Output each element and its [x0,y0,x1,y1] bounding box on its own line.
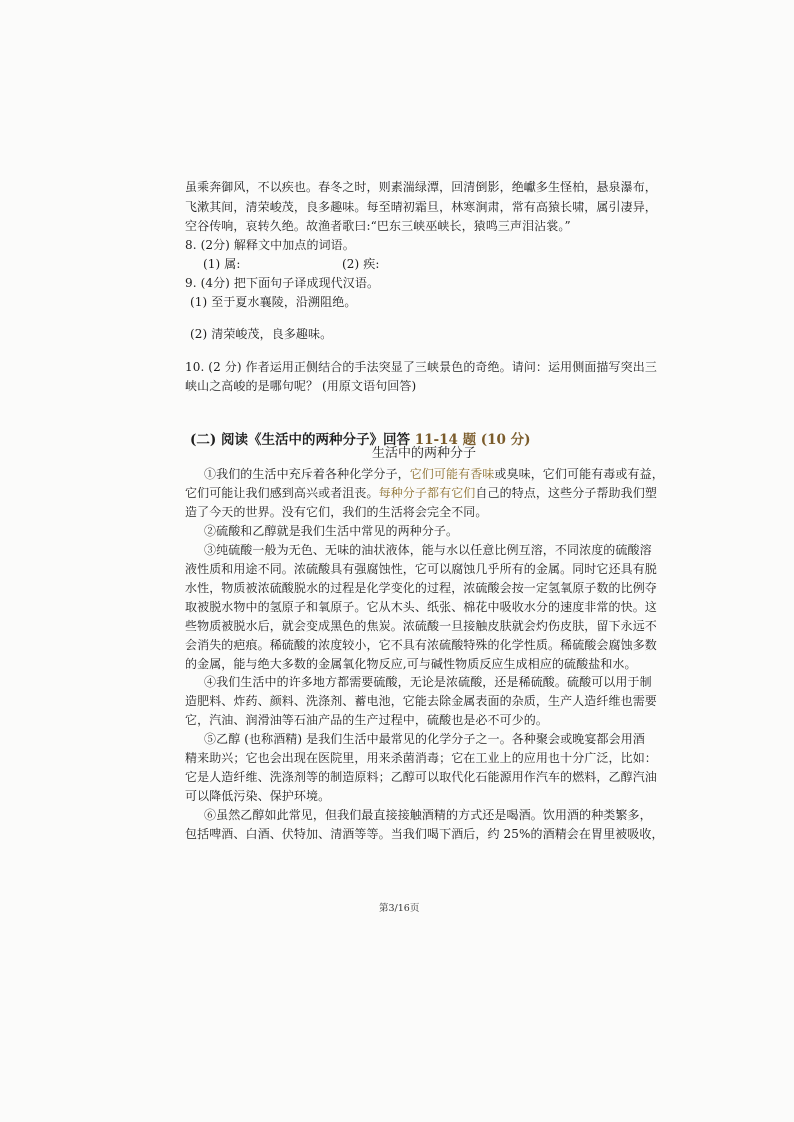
section-title-suffix: 题 (10 分) [462,432,531,448]
article-line: 水性，物质被浓硫酸脱水的过程是化学变化的过程，浓硫酸会按一定氢氧原子数的比例夺 [185,581,657,595]
passage-line: 空谷传响，哀转久绝。故渔者歌曰:“巴东三峡巫峡长，猿鸣三声泪沾裳。” [185,219,571,233]
article-line: ⑤乙醇 (也称酒精) 是我们生活中最常见的化学分子之一。各种聚会或晚宴都会用酒 [204,732,645,746]
section-title [190,430,531,450]
article-line: 包括啤酒、白酒、伏特加、清酒等等。当我们喝下酒后，约 25%的酒精会在胃里被吸收， [185,827,664,841]
passage-line: 飞漱其间，清荣峻茂，良多趣味。每至晴初霜旦，林寒涧肃，常有高猿长啸，属引凄异， [185,200,657,214]
article-line: 精来助兴；它也会出现在医院里，用来杀菌消毒；它在工业上的应用也十分广泛，比如： [185,751,657,765]
article-line: 些物质被脱水后，就会变成黑色的焦炭。浓硫酸一旦接触皮肤就会灼伤皮肤，留下永远不 [185,619,657,633]
question-8-item-1: (1) 属: [203,257,241,271]
question-9-item-2: (2) 清荣峻茂，良多趣味。 [190,327,333,341]
article-text: 它们可能让我们感到高兴或者沮丧。 [185,486,379,500]
question-9-stem: 9. (4分) 把下面句子译成现代汉语。 [185,276,380,290]
article-line [204,465,664,483]
question-10-line: 10. (2 分) 作者运用正侧结合的手法突显了三峡景色的奇绝。请问：运用侧面描写突出三 [185,360,657,374]
question-10-line: 峡山之高峻的是哪句呢？ (用原文语句回答) [185,379,417,393]
highlighted-text: 每种分子都有它们 [378,486,476,500]
question-8-stem: 8. (2分) 解释文中加点的词语。 [185,238,355,252]
article-line: 造肥料、炸药、颜料、洗涤剂、蓄电池，它能去除金属表面的杂质，生产人造纤维也需要 [185,694,657,708]
passage-line: 虽乘奔御风，不以疾也。春冬之时，则素湍绿潭，回清倒影，绝巘多生怪柏，悬泉瀑布， [185,180,657,194]
article-line: 它是人造纤维、洗涤剂等的制造原料；乙醇可以取代化石能源用作汽车的燃料，乙醇汽油 [185,770,657,784]
article-line: 它，汽油、润滑油等石油产品的生产过程中，硫酸也是必不可少的。 [185,713,549,727]
article-line: 液性质和用途不同。浓硫酸具有强腐蚀性，它可以腐蚀几乎所有的金属。同时它还具有脱 [185,562,657,576]
section-title-range: 11-14 [414,432,458,448]
highlighted-text: 它们可能有香味 [409,467,495,481]
question-9-item-1: (1) 至于夏水襄陵，沿溯阻绝。 [190,295,357,309]
article-text: 自己的特点，这些分子帮助我们塑 [475,486,657,500]
page-number: 第3/16页 [379,903,420,914]
article-line: 会消失的疤痕。稀硫酸的浓度较小，它不具有浓硫酸特殊的化学性质。稀硫酸会腐蚀多数 [185,638,657,652]
article-title: 生活中的两种分子 [372,446,477,461]
article-line: ④我们生活中的许多地方都需要硫酸，无论是浓硫酸，还是稀硫酸。硫酸可以用于制 [204,675,652,689]
article-line: ⑥虽然乙醇如此常见，但我们最直接接触酒精的方式还是喝酒。饮用酒的种类繁多， [204,808,652,822]
article-line: 造了今天的世界。没有它们，我们的生活将会完全不同。 [185,505,488,519]
article-line: ②硫酸和乙醇就是我们生活中常见的两种分子。 [204,524,459,538]
article-line: 取被脱水物中的氢原子和氧原子。它从木头、纸张、棉花中吸收水分的速度非常的快。这 [185,600,657,614]
article-line [185,484,657,502]
article-text: ①我们的生活中充斥着各种化学分子， [204,467,410,481]
article-line: ③纯硫酸一般为无色、无味的油状液体，能与水以任意比例互溶，不同浓度的硫酸溶 [204,543,652,557]
article-text: 或臭味，它们可能有毒或有益， [494,467,664,481]
article-line: 可以降低污染、保护环境。 [185,789,331,803]
question-8-item-2: (2) 疾: [342,257,380,271]
article-line: 的金属，能与绝大多数的金属氧化物反应,可与碱性物质反应生成相应的硫酸盐和水。 [185,657,637,671]
section-title-prefix: (二) 阅读《生活中的两种分子》回答 [190,432,410,448]
